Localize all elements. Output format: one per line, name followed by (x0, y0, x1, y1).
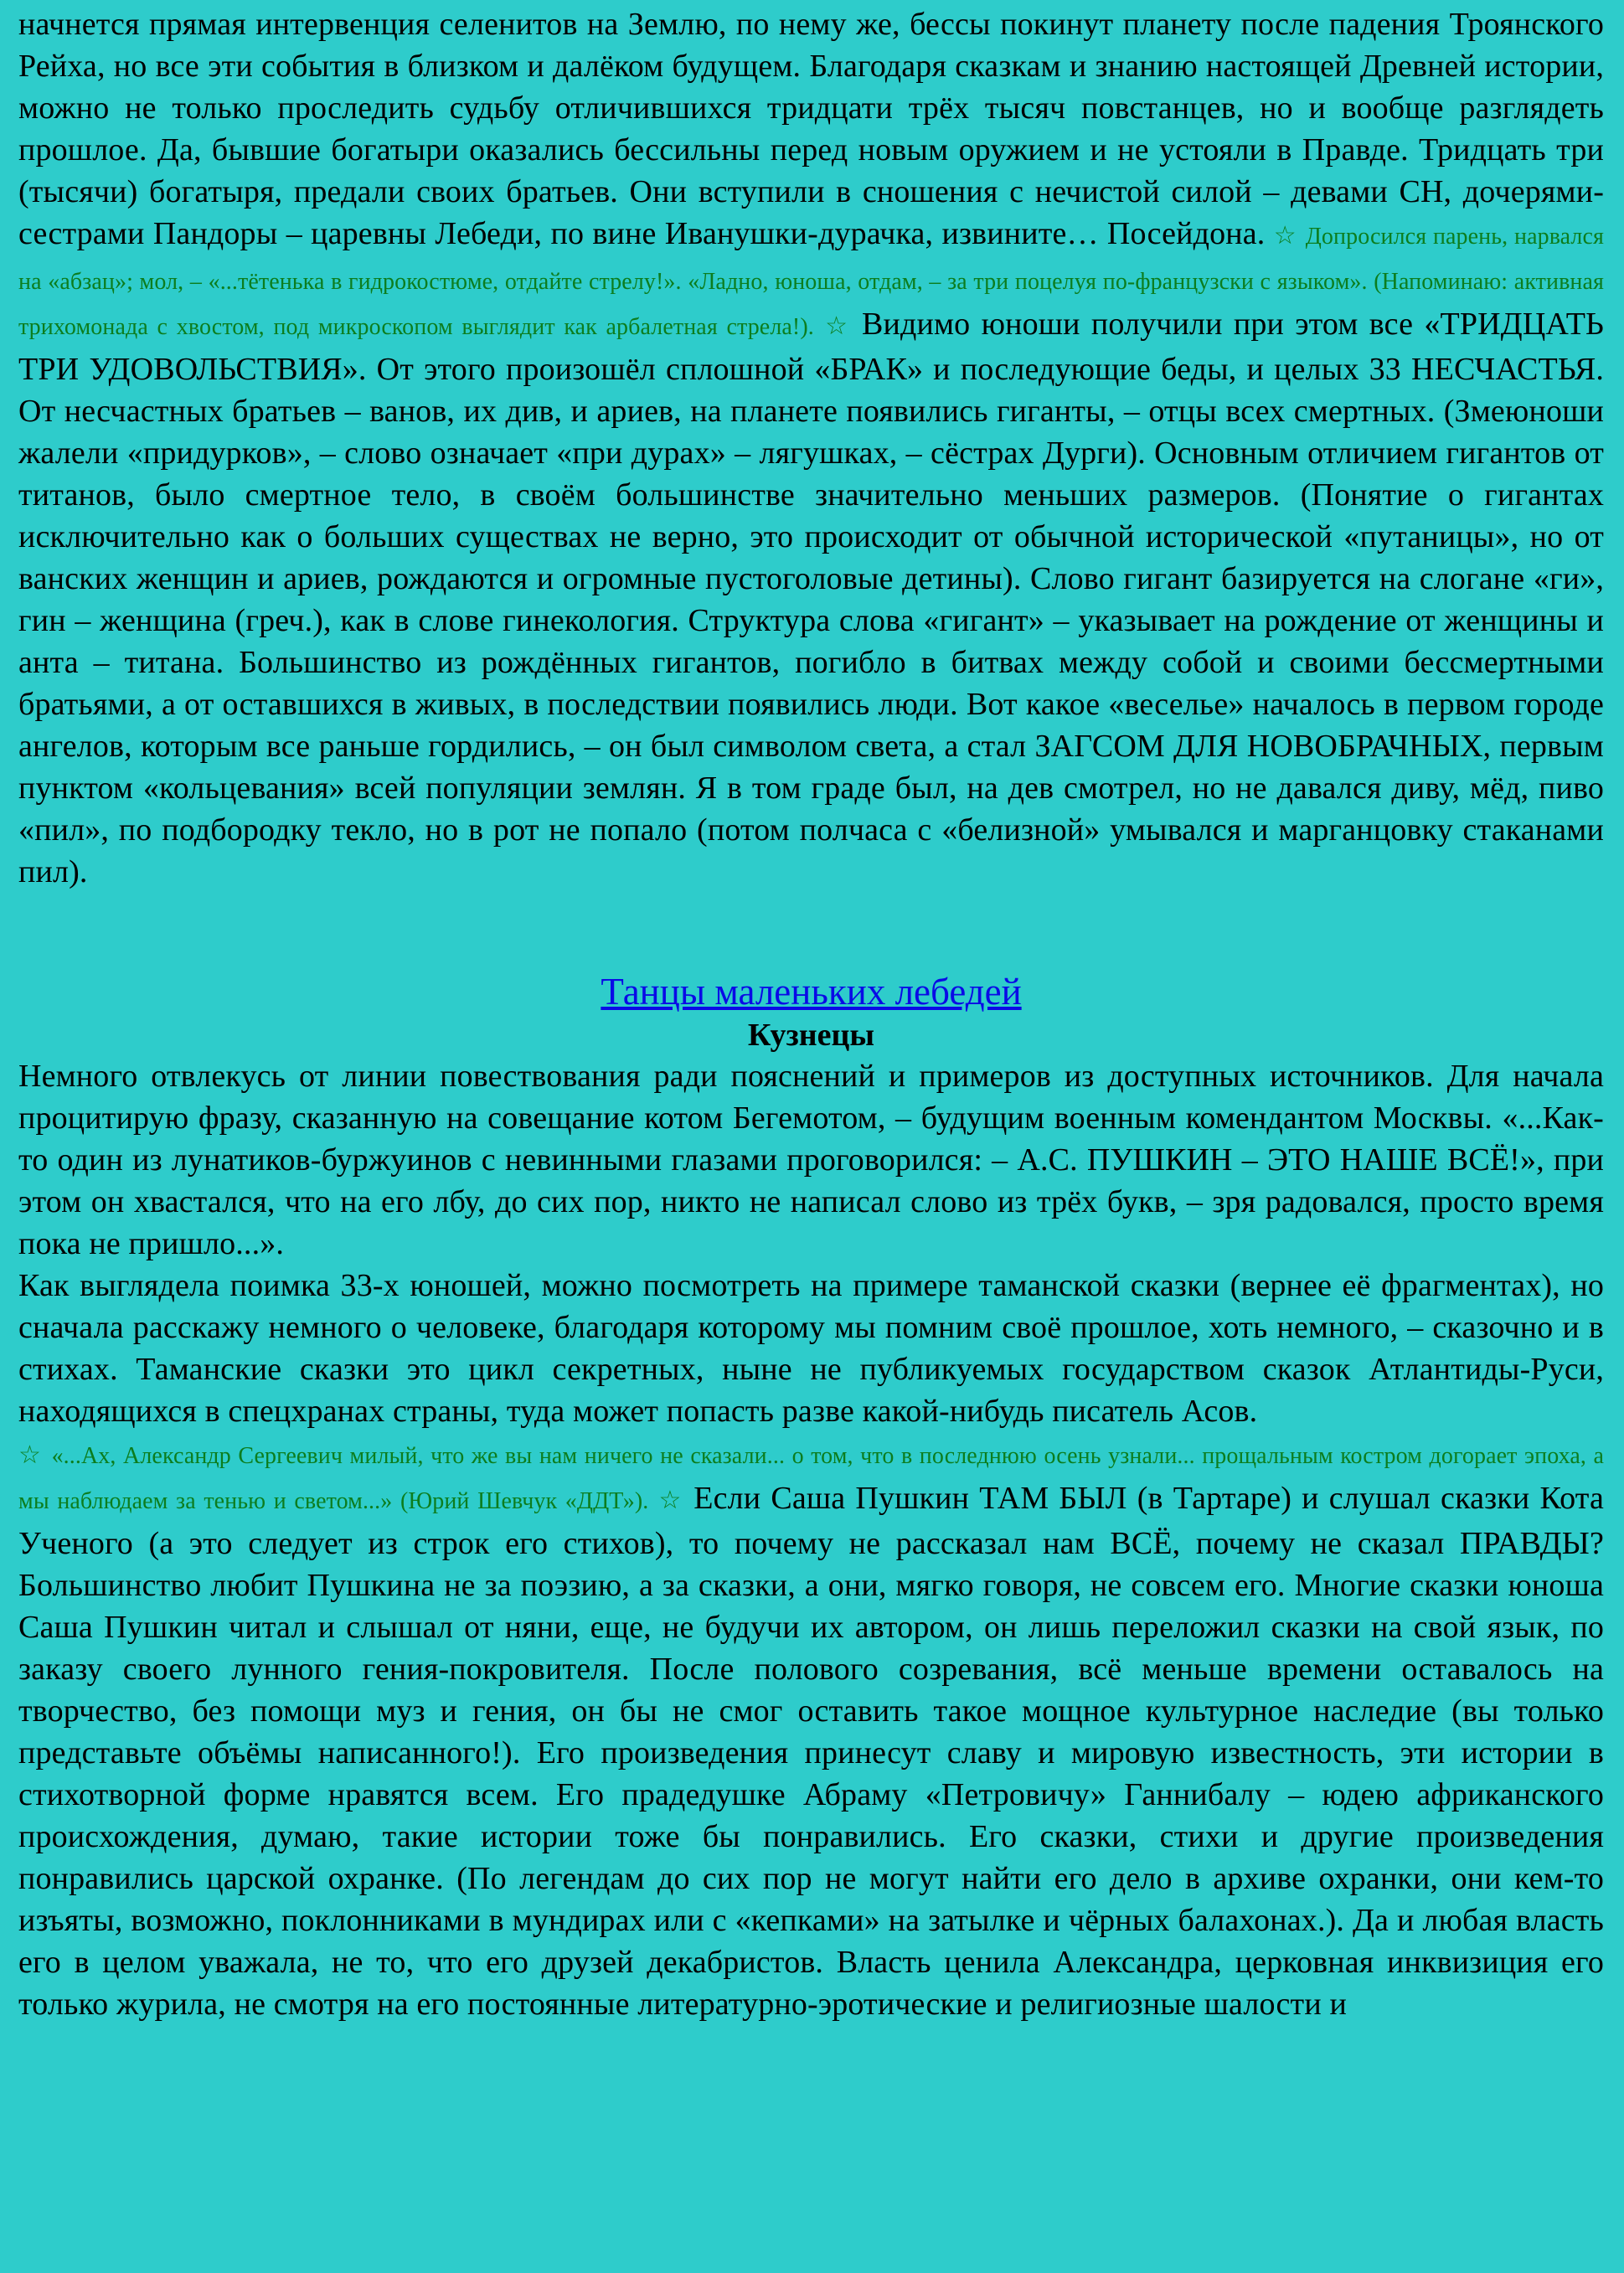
quote-text: «...Ах, Александр Сергеевич милый, что же вы нам ничего не сказали... о том, что в последнюю осень узнали... прощальным костром догорает эпоха, а мы наблюдаем за тенью и светом...» (Юрий Шевчук «ДДТ»). (18, 1443, 1605, 1514)
star-icon: ☆ (1273, 222, 1297, 250)
section-spacer (18, 893, 1604, 968)
paragraph-text: Как выглядела поимка 33-х юношей, можно посмотреть на примере таманской сказки (вернее её фрагментах), но сначала расскажу немного о человеке, благодаря которому мы помним своё прошлое, хоть немного, – сказочно и в стихах. Таманские сказки это цикл секретных, ныне не публикуемых государством сказок Атлантиды-Руси, находящихся в спецхранах страны, туда может попасть разве какой-нибудь писатель Асов. (18, 1268, 1604, 1429)
paragraph-pushkin (18, 1432, 1604, 2025)
paragraph-selenites (18, 3, 1604, 893)
star-icon: ☆ (658, 1487, 684, 1514)
section-subtitle: Кузнецы (747, 1018, 875, 1053)
footnote-text: Допросился парень, нарвался на «абзац»; мол, – «...тётенька в гидрокостюме, отдайте стрелу!». «Ладно, юноша, отдам, – за три поцелуя по-французски с языком». (Напоминаю: активная трихомонада с хвостом, под микроскопом выглядит как арбалетная стрела!). (18, 224, 1605, 340)
paragraph-behemoth (18, 1055, 1604, 1265)
star-icon: ☆ (18, 1441, 43, 1469)
paragraph-text: Немного отвлекусь от линии повествования ради пояснений и примеров из доступных источников. Для начала процитирую фразу, сказанную на совещание котом Бегемотом, – будущим военным комендантом Москвы. «...Как-то один из лунатиков-буржуинов с невинными глазами проговорился: – А.С. ПУШКИН – ЭТО НАШЕ ВСЁ!», при этом он хвастался, что на его лбу, до сих пор, никто не написал слово из трёх букв, – зря радовался, просто время пока не пришло...». (18, 1059, 1604, 1261)
section-title-link[interactable]: Танцы маленьких лебедей (601, 971, 1022, 1013)
paragraph-text: Если Саша Пушкин ТАМ БЫЛ (в Тартаре) и слушал сказки Кота Ученого (а это следует из строк его стихов), то почему не рассказал нам ВСЁ, почему не сказал ПРАВДЫ? Большинство любит Пушкина не за поэзию, а за сказки, а они, мягко говоря, не совсем его. Многие сказки юноша Саша Пушкин читал и слышал от няни, еще, не будучи их автором, он лишь переложил сказки на свой язык, по заказу своего лунного гения-покровителя. После полового созревания, всё меньше времени оставалось на творчество, без помощи муз и гения, он бы не смог оставить такое мощное культурное наследие (вы только представьте объёмы написанного!). Его произведения принесут славу и мировую известность, эти истории в стихотворной форме нравятся всем. Его прадедушке Абраму «Петровичу» Ганнибалу – юдею африканского происхождения, думаю, такие истории тоже бы понравились. Его сказки, стихи и другие произведения понравились царской охранке. (По легендам до сих пор не могут найти его дело в архиве охранки, они кем-то изъяты, возможно, поклонниками в мундирах или с «кепками» на затылке и чёрных балахонах.). Да и любая власть его в целом уважала, не то, что его друзей декабристов. Власть ценила Александра, церковная инквизиция его только журила, не смотря на его постоянные литературно-эротические и религиозные шалости и (18, 1481, 1605, 2022)
paragraph-text: Видимо юноши получили при этом все «ТРИДЦАТЬ ТРИ УДОВОЛЬСТВИЯ». От этого произошёл сплошной «БРАК» и последующие беды, и целых 33 НЕСЧАСТЬЯ. От несчастных братьев – ванов, их див, и ариев, на планете появились гиганты, – отцы всех смертных. (Змеюноши жалели «придурков», – слово означает «при дурах» – лягушках, – сёстрах Дурги). Основным отличием гигантов от титанов, было смертное тело, в своём большинстве значительно меньших размеров. (Понятие о гигантах исключительно как о больших существах не верно, это происходит от обычной исторической «путаницы», но от ванских женщин и ариев, рождаются и огромные пустоголовые детины). Слово гигант базируется на слогане «ги», гин – женщина (греч.), как в слове гинекология. Структура слова «гигант» – указывает на рождение от женщины и анта – титана. Большинство из рождённых гигантов, погибло в битвах между собой и своими бессмертными братьями, а от оставшихся в живых, в последствии появились люди. Вот какое «веселье» началось в первом городе ангелов, которым все раньше гордились, – он был символом света, а стал ЗАГСОМ ДЛЯ НОВОБРАЧНЫХ, первым пунктом «кольцевания» всей популяции землян. Я в том граде был, на дев смотрел, но не давался диву, мёд, пиво «пил», по подбородку текло, но в рот не попало (потом полчаса с «белизной» умывался и марганцовку стаканами пил). (18, 307, 1605, 889)
paragraph-text: начнется прямая интервенция селенитов на Землю, по нему же, бессы покинут планету после падения Троянского Рейха, но все эти события в близком и далёком будущем. Благодаря сказкам и знанию настоящей Древней истории, можно не только проследить судьбу отличившихся тридцати трёх тысяч повстанцев, но и вообще разглядеть прошлое. Да, бывшие богатыри оказались бессильны перед новым оружием и не устояли в Правде. Тридцать три (тысячи) богатыря, предали своих братьев. Они вступили в сношения с нечистой силой – девами СН, дочерями-сестрами Пандоры – царевны Лебеди, по вине Иванушки-дурачка, извините… Посейдона. (18, 7, 1604, 251)
paragraph-taman-tales (18, 1265, 1604, 1432)
star-icon: ☆ (825, 312, 851, 340)
